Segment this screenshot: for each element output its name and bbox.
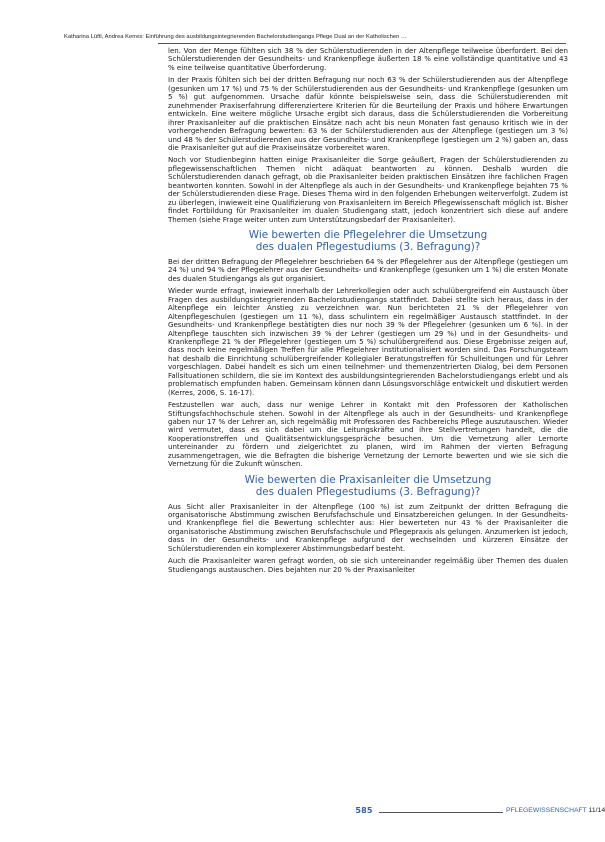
section-heading	[168, 229, 568, 254]
section-heading-line: Wie bewerten die Pflegelehrer die Umsetzung	[248, 229, 488, 242]
page-number: 585	[355, 806, 373, 815]
paragraph: Bei der dritten Befragung der Pflegelehrer beschrieben 64 % der Pflegelehrer aus der Altenpflege (gestiegen um 24 %) und 94 % der Pflegelehrer aus der Gesundheits- und Krankenpflege (gesunken um 1 %) die ersten Monate des dualen Studiengangs als gut organisiert.	[168, 256, 568, 283]
journal-name: PFLEGEWISSENSCHAFT	[506, 807, 587, 814]
section-heading-line: des dualen Pflegestudiums (3. Befragung)?	[255, 486, 481, 499]
journal-footer	[506, 806, 605, 816]
header-rule	[158, 43, 566, 44]
paragraph: In der Praxis fühlten sich bei der dritten Befragung nur noch 63 % der Schülerstudierenden aus der Altenpflege (gesunken um 17 %) und 75 % der Schülerstudierenden aus der Gesundheits- und Krankenpflege (gesunken um 5 %) gut aufgenommen. Ursache dafür könnte beispielsweise sein, dass die Schülerstudierenden mit zunehmender Praxiserfahrung differenziertere Kriterien für die Beurteilung der Praxis und höhere Erwartungen entwickeln. Eine weitere mögliche Ursache ergibt sich daraus, dass die Schülerstudierenden die Vorbereitung ihrer Praxisanleiter auf die praktischen Einsätze nach acht bis neun Monaten fast genauso kritisch wie in der vorhergehenden Befragung bewerten: 63 % der Schülerstudierenden aus der Altenpflege (gestiegen um 3 %) und 48 % der Schülerstudierenden aus der Gesundheits- und Krankenpflege (gestiegen um 2 %) gaben an, dass die Praxisanleiter gut auf die Praxiseinsätze vorbereitet waren.	[168, 75, 568, 152]
section-heading	[168, 474, 568, 499]
journal-issue: 11/14	[588, 807, 605, 814]
paragraph: Auch die Praxisanleiter waren gefragt worden, ob sie sich untereinander regelmäßig über Themen des dualen Studiengangs austauschen. Dies bejahten nur 20 % der Praxisanleiter	[168, 556, 568, 574]
paragraph: Wieder wurde erfragt, inwieweit innerhalb der Lehrerkollegien oder auch schulübergreifend ein Austausch über Fragen des ausbildungsintegrierenden Bachelorstudiengangs stattfindet. Dabei stellte sich heraus, dass in der Altenpflege ein leichter Anstieg zu verzeichnen war. Nun berichteten 21 % der Pflegelehrer von Altenpflegeschulen (gestiegen um 11 %), dass schulintern ein regelmäßiger Austausch stattfindet. In der Gesundheits- und Krankenpflege bestätigten dies nur noch 39 % der Pflegelehrer (gesunken um 6 %). In der Altenpflege tauschten sich inzwischen 39 % der Lehrer (gestiegen um 29 %) und in der Gesundheits- und Krankenpflege 21 % der Pflegelehrer (gestiegen um 5 %) schulübergreifend aus. Diese Ergebnisse zeigen auf, dass noch keine regelmäßigen Treffen für alle Pflegelehrer institutionalisiert worden sind. Das Forschungsteam hat deshalb die Einrichtung schulübergreifender Kollegialer Beratungstreffen für Schulleitungen und für Lehrer vorgeschlagen. Dabei handelt es sich um einen teilnehmer- und themenzentrierten Dialog, bei dem Personen Fallsituationen schildern, die sie im Kontext des ausbildungsintegrierenden Bachelorstudiengangs erlebt und als problematisch empfunden haben. Gemeinsam können dann Lösungsvorschläge entwickelt und diskutiert werden (Kerres, 2006, S. 16-17).	[168, 286, 568, 397]
paragraph: len. Von der Menge fühlten sich 38 % der Schülerstudierenden in der Altenpflege teilweise überfordert. Bei den Schülerstudierenden der Gesundheits- und Krankenpflege äußerten 18 % eine vollständige quantitative und 43 % eine teilweise quantitative Überforderung.	[168, 46, 568, 72]
footer-rule	[379, 812, 503, 813]
section-heading-line: Wie bewerten die Praxisanleiter die Umsetzung	[244, 473, 492, 486]
paragraph: Aus Sicht aller Praxisanleiter in der Altenpflege (100 %) ist zum Zeitpunkt der dritten Befragung die organisatorische Abstimmung zwischen Berufsfachschule und Einsatzbereichen gelungen. In der Gesundheits- und Krankenpflege fiel die Bewertung schlechter aus: Hier bewerteten nur 43 % der Praxisanleiter die organisatorische Abstimmung zwischen Berufsfachschule und Pflegepraxis als gelungen. Anzumerken ist jedoch, dass in der Gesundheits- und Krankenpflege aufgrund der wechselnden und kürzeren Einsätze der Schülerstudierenden ein komplexerer Abstimmungsbedarf besteht.	[168, 501, 568, 553]
section-heading-line: des dualen Pflegestudiums (3. Befragung)?	[255, 241, 481, 254]
paragraph: Festzustellen war auch, dass nur wenige Lehrer in Kontakt mit den Professoren der Katholischen Stiftungsfachhochschule stehen. Sowohl in der Altenpflege als auch in der Gesundheits- und Krankenpflege gaben nur 17 % der Lehrer an, sich regelmäßig mit Professoren des Fachbereichs Pflege auszutauschen. Wieder wird vermutet, dass es sich dabei um die Leitungskräfte und ihre Stellvertretungen handelt, die die Kooperationstreffen und Qualitätsentwicklungsgespräche besuchen. Um die Vernetzung aller Lernorte untereinander zu fördern und zielgerichtet zu planen, wird im Rahmen der vierten Befragung zusammengetragen, wie die Befragten die bisherige Vernetzung der Lernorte bewerten und wie sie sich die Vernetzung für die Zukunft wünschen.	[168, 400, 568, 469]
running-head: Katharina Lüftl, Andrea Kerres: Einführung des ausbildungsintegrierenden Bachelorstudiengangs Pflege Dual an der Katholischen …	[64, 34, 407, 40]
article-body	[168, 47, 568, 578]
paragraph: Noch vor Studienbeginn hatten einige Praxisanleiter die Sorge geäußert, Fragen der Schülerstudierenden zu pflegewissenschaftlichen Themen nicht adäquat beantworten zu können. Deshalb wurden die Schülerstudierenden danach gefragt, ob die Praxisanleiter beiden praktischen Einsätzen ihre fachlichen Fragen beantworten konnten. Sowohl in der Altenpflege als auch in der Gesundheits- und Krankenpflege bejahten 75 % der Schülerstudierenden diese Frage. Dieses Thema wird in den folgenden Erhebungen weiterverfolgt. Zudem ist zu überlegen, inwieweit eine Qualifizierung von Praxisanleitern im Bereich Pflegewissenschaft möglich ist. Bisher findet Fortbildung für Praxisanleiter im dualen Studiengang statt, jedoch konzentriert sich diese auf andere Themen (siehe Frage weiter unten zum Unterstützungsbedarf der Praxisanleiter).	[168, 155, 568, 224]
